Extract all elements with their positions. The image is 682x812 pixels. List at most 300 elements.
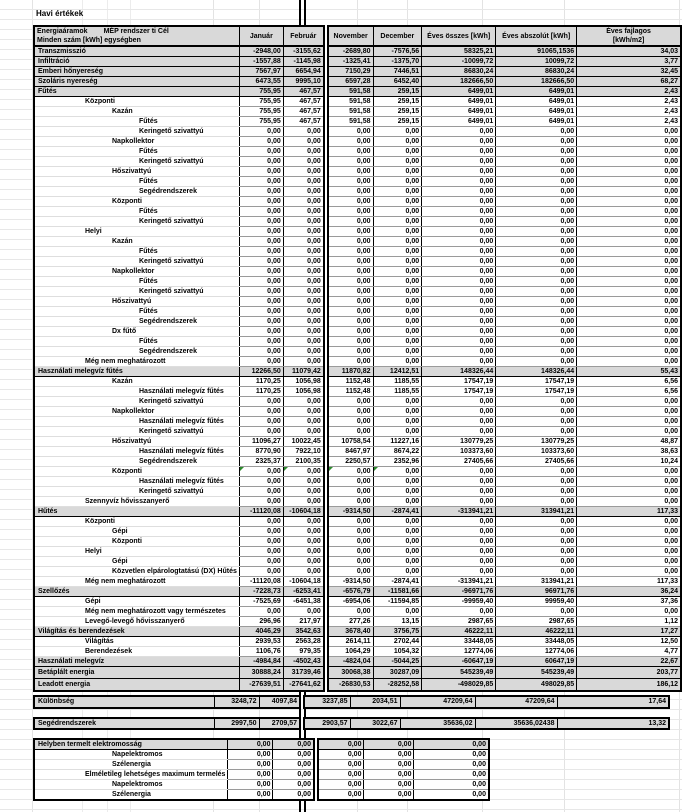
value-cell[interactable]: 0,00 [373,167,422,177]
row-label-cell[interactable]: Használati melegvíz fűtés [34,477,239,487]
value-cell[interactable]: 0,00 [422,217,496,227]
value-cell[interactable]: 0,00 [577,317,681,327]
value-cell[interactable]: 0,00 [373,197,422,207]
value-cell[interactable]: 9995,10 [283,77,326,87]
value-cell[interactable]: 0,00 [364,749,414,759]
value-cell[interactable]: 1152,48 [326,387,373,397]
value-cell[interactable]: 0,00 [422,197,496,207]
row-label-cell[interactable]: Segédrendszerek [34,347,239,357]
value-cell[interactable]: 8770,90 [239,447,283,457]
value-cell[interactable]: 0,00 [326,417,373,427]
value-cell[interactable]: 0,00 [373,337,422,347]
value-cell[interactable]: 96971,76 [496,587,577,597]
value-cell[interactable]: 99959,40 [496,597,577,607]
value-cell[interactable]: 0,00 [364,779,414,789]
value-cell[interactable]: 0,00 [577,277,681,287]
value-cell[interactable]: 0,00 [422,477,496,487]
value-cell[interactable]: 0,00 [283,127,326,137]
value-cell[interactable]: 35636,02 [400,718,475,729]
value-cell[interactable]: 0,00 [373,427,422,437]
value-cell[interactable]: 0,00 [577,337,681,347]
value-cell[interactable]: 0,00 [283,497,326,507]
row-label-cell[interactable]: Napkollektor [34,407,239,417]
value-cell[interactable]: 13,32 [557,718,669,729]
value-cell[interactable]: 86830,24 [496,67,577,77]
value-cell[interactable]: 91065,1536 [496,46,577,57]
row-label-cell[interactable]: Helyben termelt elektromosság [34,739,228,750]
value-cell[interactable]: 467,57 [283,97,326,107]
value-cell[interactable]: 591,58 [326,107,373,117]
value-cell[interactable]: 0,00 [239,327,283,337]
row-label-cell[interactable]: Levegő-levegő hővisszanyerő [34,617,239,627]
value-cell[interactable]: 0,00 [577,307,681,317]
value-cell[interactable]: 0,00 [364,769,414,779]
value-cell[interactable]: 0,00 [577,417,681,427]
value-cell[interactable]: 0,00 [326,227,373,237]
value-cell[interactable]: 0,00 [373,467,422,477]
value-cell[interactable]: 0,00 [326,487,373,497]
value-cell[interactable]: 0,00 [239,227,283,237]
value-cell[interactable]: 0,00 [364,759,414,769]
row-label-cell[interactable]: Betáplált energia [34,667,239,679]
value-cell[interactable]: 0,00 [283,237,326,247]
value-cell[interactable]: 0,00 [239,237,283,247]
value-cell[interactable]: 0,00 [239,267,283,277]
value-cell[interactable]: 0,00 [496,157,577,167]
value-cell[interactable]: 0,00 [422,527,496,537]
value-cell[interactable]: 0,00 [326,217,373,227]
row-label-cell[interactable]: Gépi [34,597,239,607]
value-cell[interactable]: 58325,21 [422,46,496,57]
value-cell[interactable]: 0,00 [373,177,422,187]
value-cell[interactable]: 3022,67 [350,718,400,729]
value-cell[interactable]: 0,00 [577,557,681,567]
value-cell[interactable]: 0,00 [422,137,496,147]
row-label-cell[interactable]: Szélenergia [34,789,228,800]
value-cell[interactable]: 0,00 [283,407,326,417]
value-cell[interactable]: 55,43 [577,367,681,377]
value-cell[interactable]: 0,00 [373,547,422,557]
value-cell[interactable]: 0,00 [326,277,373,287]
value-cell[interactable]: 6597,28 [326,77,373,87]
value-cell[interactable]: 0,00 [326,307,373,317]
value-cell[interactable]: -27641,62 [283,679,326,691]
value-cell[interactable]: 6452,40 [373,77,422,87]
value-cell[interactable]: 17547,19 [422,377,496,387]
value-cell[interactable]: 0,00 [496,427,577,437]
value-cell[interactable]: 545239,49 [422,667,496,679]
value-cell[interactable]: 0,00 [326,477,373,487]
value-cell[interactable]: 259,15 [373,97,422,107]
value-cell[interactable]: 0,00 [422,397,496,407]
value-cell[interactable]: 0,00 [496,557,577,567]
value-cell[interactable]: 0,00 [422,517,496,527]
value-cell[interactable]: 12266,50 [239,367,283,377]
value-cell[interactable]: 0,00 [373,207,422,217]
value-cell[interactable]: 0,00 [577,487,681,497]
value-cell[interactable]: 0,00 [239,607,283,617]
value-cell[interactable]: 0,00 [273,749,316,759]
value-cell[interactable]: 0,00 [422,177,496,187]
value-cell[interactable]: 0,00 [326,137,373,147]
value-cell[interactable]: 0,00 [422,237,496,247]
header-month-february[interactable]: Február [283,26,326,46]
value-cell[interactable]: 47209,64 [475,696,557,708]
value-cell[interactable]: 3678,40 [326,627,373,637]
value-cell[interactable]: -313941,21 [422,577,496,587]
value-cell[interactable]: 0,00 [239,557,283,567]
value-cell[interactable]: 0,00 [283,277,326,287]
value-cell[interactable]: 0,00 [316,769,364,779]
value-cell[interactable]: 6654,94 [283,67,326,77]
value-cell[interactable]: 0,00 [283,337,326,347]
value-cell[interactable]: -4824,04 [326,657,373,667]
value-cell[interactable]: 27405,66 [422,457,496,467]
value-cell[interactable]: 0,00 [228,769,273,779]
value-cell[interactable]: 0,00 [239,257,283,267]
value-cell[interactable]: 498029,85 [496,679,577,691]
value-cell[interactable]: 0,00 [239,317,283,327]
value-cell[interactable]: 2987,65 [496,617,577,627]
value-cell[interactable]: 0,00 [326,517,373,527]
value-cell[interactable]: 0,00 [577,497,681,507]
row-label-cell[interactable]: Központi [34,197,239,207]
value-cell[interactable]: 0,00 [373,557,422,567]
value-cell[interactable]: 31739,46 [283,667,326,679]
value-cell[interactable]: 0,00 [239,427,283,437]
value-cell[interactable]: 0,00 [283,567,326,577]
value-cell[interactable]: 11096,27 [239,437,283,447]
row-label-cell[interactable]: Elméletileg lehetséges maximum termelés [34,769,228,779]
value-cell[interactable]: 10758,54 [326,437,373,447]
row-label-cell[interactable]: Hőszivattyú [34,167,239,177]
value-cell[interactable]: 0,00 [326,317,373,327]
value-cell[interactable]: 0,00 [577,427,681,437]
value-cell[interactable]: 0,00 [273,759,316,769]
value-cell[interactable]: 2563,28 [283,637,326,647]
value-cell[interactable]: 0,00 [373,217,422,227]
value-cell[interactable]: 467,57 [283,87,326,97]
value-cell[interactable]: 0,00 [577,187,681,197]
value-cell[interactable]: 0,00 [239,477,283,487]
value-cell[interactable]: 0,00 [373,237,422,247]
value-cell[interactable]: 1106,76 [239,647,283,657]
value-cell[interactable]: 2,43 [577,117,681,127]
value-cell[interactable]: 0,00 [373,227,422,237]
row-label-cell[interactable]: Hűtés [34,507,239,517]
value-cell[interactable]: 0,00 [577,157,681,167]
value-cell[interactable]: 0,00 [239,187,283,197]
value-cell[interactable]: 0,00 [414,769,489,779]
value-cell[interactable]: 3,77 [577,57,681,67]
value-cell[interactable]: 0,00 [577,227,681,237]
value-cell[interactable]: 0,00 [422,357,496,367]
value-cell[interactable]: 0,00 [422,297,496,307]
value-cell[interactable]: -26830,53 [326,679,373,691]
header-annual-specific[interactable] [577,26,681,46]
value-cell[interactable]: 0,00 [239,547,283,557]
value-cell[interactable]: 0,00 [577,207,681,217]
value-cell[interactable]: 0,00 [577,247,681,257]
value-cell[interactable]: 0,00 [283,207,326,217]
row-label-cell[interactable]: Különbség [34,696,214,708]
row-label-cell[interactable]: Fűtés [34,177,239,187]
value-cell[interactable]: 35636,02438 [475,718,557,729]
value-cell[interactable]: 0,00 [316,739,364,750]
value-cell[interactable]: 591,58 [326,87,373,97]
row-label-cell[interactable]: Hőszivattyú [34,437,239,447]
value-cell[interactable]: 0,00 [496,537,577,547]
value-cell[interactable]: 7567,97 [239,67,283,77]
value-cell[interactable]: 0,00 [326,167,373,177]
value-cell[interactable]: 296,96 [239,617,283,627]
value-cell[interactable]: 0,00 [283,267,326,277]
value-cell[interactable]: 130779,25 [496,437,577,447]
value-cell[interactable]: 0,00 [496,357,577,367]
value-cell[interactable]: 0,00 [496,397,577,407]
value-cell[interactable]: -3155,62 [283,46,326,57]
value-cell[interactable]: 0,00 [228,759,273,769]
value-cell[interactable]: 7446,51 [373,67,422,77]
value-cell[interactable]: 8674,22 [373,447,422,457]
value-cell[interactable]: 0,00 [239,177,283,187]
value-cell[interactable]: 33448,05 [422,637,496,647]
row-label-cell[interactable]: Segédrendszerek [34,187,239,197]
value-cell[interactable]: 0,00 [283,317,326,327]
value-cell[interactable]: 6499,01 [422,97,496,107]
value-cell[interactable]: -11120,08 [239,507,283,517]
value-cell[interactable]: 0,00 [326,527,373,537]
value-cell[interactable]: 0,00 [577,467,681,477]
value-cell[interactable]: 0,00 [422,347,496,357]
value-cell[interactable]: 0,00 [239,157,283,167]
value-cell[interactable]: 12774,06 [422,647,496,657]
value-cell[interactable]: 0,00 [496,607,577,617]
value-cell[interactable]: 0,00 [577,197,681,207]
value-cell[interactable]: 0,00 [373,287,422,297]
row-label-cell[interactable]: Még nem meghatározott vagy természetes [34,607,239,617]
value-cell[interactable]: 0,00 [283,147,326,157]
value-cell[interactable]: 4,77 [577,647,681,657]
row-label-cell[interactable]: Napkollektor [34,137,239,147]
value-cell[interactable]: 0,00 [496,257,577,267]
value-cell[interactable]: 755,95 [239,87,283,97]
value-cell[interactable]: -313941,21 [422,507,496,517]
value-cell[interactable]: 0,00 [316,779,364,789]
header-month-january[interactable]: Január [239,26,283,46]
value-cell[interactable]: 0,00 [316,749,364,759]
value-cell[interactable]: 2250,57 [326,457,373,467]
row-label-cell[interactable]: Szennyvíz hővisszanyerő [34,497,239,507]
value-cell[interactable]: -6954,06 [326,597,373,607]
value-cell[interactable]: 0,00 [373,497,422,507]
row-label-cell[interactable]: Kazán [34,377,239,387]
value-cell[interactable]: 0,00 [577,327,681,337]
value-cell[interactable]: 0,00 [326,567,373,577]
row-label-cell[interactable]: Szoláris nyereség [34,77,239,87]
value-cell[interactable]: 0,00 [239,347,283,357]
value-cell[interactable]: 0,00 [283,217,326,227]
value-cell[interactable]: 0,00 [326,207,373,217]
value-cell[interactable]: 0,00 [326,397,373,407]
value-cell[interactable]: -99959,40 [422,597,496,607]
value-cell[interactable]: 2034,51 [350,696,400,708]
value-cell[interactable]: 0,00 [496,227,577,237]
value-cell[interactable]: 0,00 [373,317,422,327]
row-label-cell[interactable]: Fűtés [34,207,239,217]
value-cell[interactable]: 0,00 [273,769,316,779]
value-cell[interactable]: 12,50 [577,637,681,647]
value-cell[interactable]: 0,00 [496,317,577,327]
value-cell[interactable]: 0,00 [496,167,577,177]
row-label-cell[interactable]: Kazán [34,107,239,117]
value-cell[interactable]: 0,00 [496,187,577,197]
value-cell[interactable]: 6499,01 [422,87,496,97]
value-cell[interactable]: 0,00 [422,537,496,547]
value-cell[interactable]: 0,00 [373,567,422,577]
value-cell[interactable]: 6499,01 [496,107,577,117]
value-cell[interactable]: 0,00 [422,307,496,317]
value-cell[interactable]: 103373,60 [422,447,496,457]
value-cell[interactable]: 0,00 [422,417,496,427]
value-cell[interactable]: 0,00 [496,567,577,577]
value-cell[interactable]: 0,00 [239,517,283,527]
value-cell[interactable]: 6,56 [577,387,681,397]
value-cell[interactable]: 0,00 [283,417,326,427]
value-cell[interactable]: -2874,41 [373,507,422,517]
value-cell[interactable]: 0,00 [422,227,496,237]
value-cell[interactable]: 0,00 [283,467,326,477]
value-cell[interactable]: 6,56 [577,377,681,387]
row-label-cell[interactable]: Gépi [34,557,239,567]
value-cell[interactable]: 0,00 [326,257,373,267]
value-cell[interactable]: 0,00 [239,567,283,577]
row-label-cell[interactable]: Gépi [34,527,239,537]
value-cell[interactable]: 0,00 [577,217,681,227]
value-cell[interactable]: 7922,10 [283,447,326,457]
value-cell[interactable]: 1170,25 [239,377,283,387]
value-cell[interactable]: 203,77 [577,667,681,679]
value-cell[interactable]: 259,15 [373,87,422,97]
row-label-cell[interactable]: Fűtés [34,337,239,347]
value-cell[interactable]: -28252,58 [373,679,422,691]
value-cell[interactable]: 7150,29 [326,67,373,77]
value-cell[interactable]: 0,00 [496,417,577,427]
value-cell[interactable]: 0,00 [577,147,681,157]
value-cell[interactable]: 46222,11 [496,627,577,637]
value-cell[interactable]: 0,00 [283,157,326,167]
value-cell[interactable]: 0,00 [283,557,326,567]
value-cell[interactable]: 0,00 [239,277,283,287]
value-cell[interactable]: 17547,19 [496,387,577,397]
value-cell[interactable]: 0,00 [283,397,326,407]
value-cell[interactable]: 0,00 [577,237,681,247]
value-cell[interactable]: 0,00 [577,297,681,307]
value-cell[interactable]: 0,00 [283,167,326,177]
value-cell[interactable]: 0,00 [326,177,373,187]
value-cell[interactable]: 277,26 [326,617,373,627]
value-cell[interactable]: 6499,01 [496,97,577,107]
value-cell[interactable]: 0,00 [326,197,373,207]
value-cell[interactable]: 2,43 [577,97,681,107]
value-cell[interactable]: 545239,49 [496,667,577,679]
value-cell[interactable]: 0,00 [577,517,681,527]
row-label-cell[interactable]: Napelektromos [34,779,228,789]
row-label-cell[interactable]: Helyi [34,227,239,237]
value-cell[interactable]: 0,00 [577,607,681,617]
value-cell[interactable]: 2,43 [577,87,681,97]
value-cell[interactable]: -4502,43 [283,657,326,667]
value-cell[interactable]: 0,00 [373,537,422,547]
value-cell[interactable]: 0,00 [326,607,373,617]
value-cell[interactable]: 0,00 [326,537,373,547]
row-label-cell[interactable]: Dx fűtő [34,327,239,337]
value-cell[interactable]: 0,00 [496,497,577,507]
row-label-cell[interactable]: Szellőzés [34,587,239,597]
value-cell[interactable]: 2903,57 [302,718,350,729]
value-cell[interactable]: 30068,38 [326,667,373,679]
value-cell[interactable]: 0,00 [496,517,577,527]
value-cell[interactable]: 313941,21 [496,507,577,517]
value-cell[interactable]: 0,00 [496,487,577,497]
value-cell[interactable]: 0,00 [326,267,373,277]
row-label-cell[interactable]: Szélenergia [34,759,228,769]
value-cell[interactable]: 0,00 [326,347,373,357]
row-label-cell[interactable]: Központi [34,517,239,527]
header-annual-total[interactable]: Éves összes [kWh] [422,26,496,46]
value-cell[interactable]: 0,00 [326,247,373,257]
value-cell[interactable]: 0,00 [364,789,414,800]
value-cell[interactable]: 0,00 [496,247,577,257]
value-cell[interactable]: 0,00 [326,407,373,417]
value-cell[interactable]: -1375,70 [373,57,422,67]
value-cell[interactable]: 186,12 [577,679,681,691]
value-cell[interactable]: 0,00 [239,467,283,477]
row-label-cell[interactable]: Központi [34,97,239,107]
value-cell[interactable]: -1325,41 [326,57,373,67]
value-cell[interactable]: 117,33 [577,577,681,587]
value-cell[interactable]: 0,00 [239,527,283,537]
value-cell[interactable]: 1170,25 [239,387,283,397]
value-cell[interactable]: 0,00 [577,267,681,277]
value-cell[interactable]: 0,00 [577,167,681,177]
value-cell[interactable]: 467,57 [283,117,326,127]
value-cell[interactable]: 36,24 [577,587,681,597]
value-cell[interactable]: 0,00 [422,427,496,437]
value-cell[interactable]: 0,00 [373,247,422,257]
value-cell[interactable]: 0,00 [577,527,681,537]
value-cell[interactable]: 3237,85 [302,696,350,708]
value-cell[interactable]: 0,00 [283,607,326,617]
value-cell[interactable]: 148326,44 [422,367,496,377]
value-cell[interactable]: 0,00 [414,779,489,789]
value-cell[interactable]: -6253,41 [283,587,326,597]
value-cell[interactable]: 117,33 [577,507,681,517]
value-cell[interactable]: 11079,42 [283,367,326,377]
value-cell[interactable]: 0,00 [326,187,373,197]
value-cell[interactable]: 0,00 [228,789,273,800]
value-cell[interactable]: 0,00 [496,527,577,537]
value-cell[interactable]: 0,00 [228,749,273,759]
value-cell[interactable]: 0,00 [283,357,326,367]
value-cell[interactable]: 0,00 [239,417,283,427]
value-cell[interactable]: -6576,79 [326,587,373,597]
row-label-cell[interactable]: Infiltráció [34,57,239,67]
value-cell[interactable]: 48,87 [577,437,681,447]
value-cell[interactable]: 0,00 [422,407,496,417]
value-cell[interactable]: 1185,55 [373,377,422,387]
value-cell[interactable]: 0,00 [239,497,283,507]
